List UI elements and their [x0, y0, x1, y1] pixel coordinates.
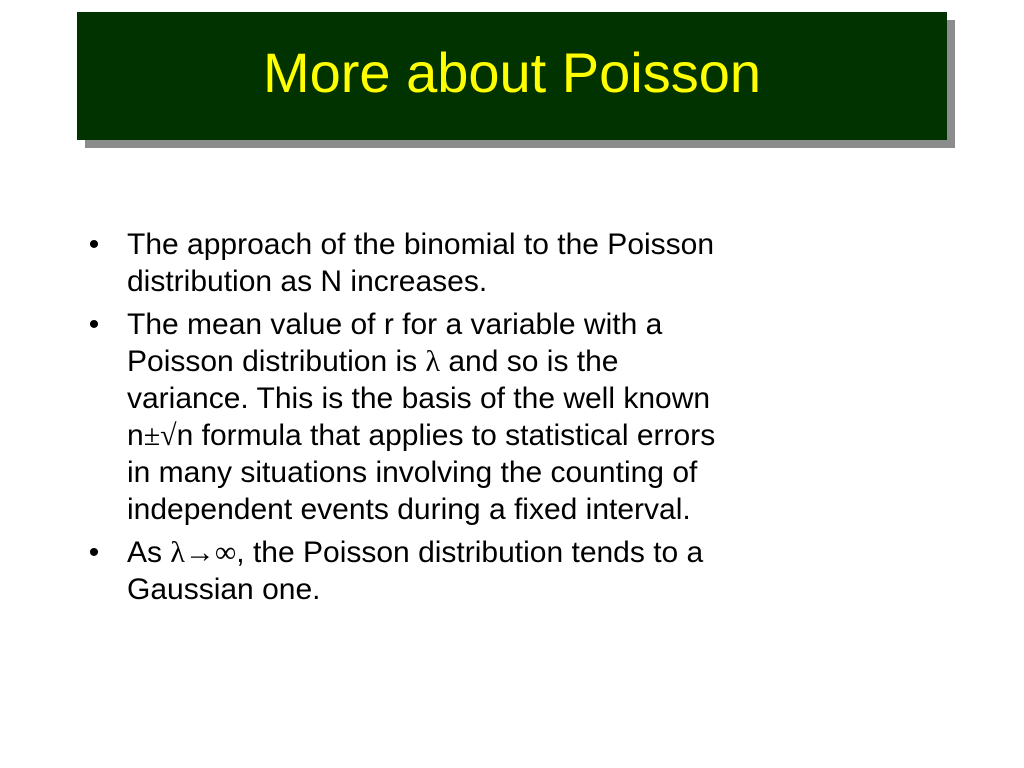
- bullet-line: [127, 306, 924, 343]
- bullet-line: [127, 226, 924, 263]
- text-run: As: [127, 536, 171, 569]
- text-run: distribution as N increases.: [127, 265, 488, 298]
- bullet-icon: •: [88, 308, 100, 341]
- bullet-icon: •: [88, 536, 100, 569]
- text-run: The approach of the binomial to the Poisson: [127, 228, 715, 261]
- text-run: and so is the: [440, 345, 619, 378]
- bullet-line: [127, 571, 924, 608]
- bullet-item: [84, 306, 924, 528]
- text-run: The mean value of r for a variable with a: [127, 308, 663, 341]
- lambda-symbol: λ: [425, 345, 441, 378]
- bullet-line: [127, 417, 924, 454]
- text-run: variance. This is the basis of the well known: [127, 382, 711, 415]
- bullet-list: [84, 226, 924, 608]
- text-run: in many situations involving the counting of: [127, 456, 698, 489]
- bullet-line: [127, 263, 924, 300]
- text-run: n: [127, 419, 144, 452]
- bullet-line: [127, 454, 924, 491]
- text-run: Poisson distribution is: [127, 345, 426, 378]
- plus-minus-sqrt-symbol: ±√: [143, 419, 177, 452]
- text-run: , the Poisson distribution tends to a: [236, 536, 704, 569]
- text-run: n formula that applies to statistical errors: [176, 419, 716, 452]
- bullet-line: [127, 343, 924, 380]
- bullet-line: [127, 491, 924, 528]
- slide-title: More about Poisson: [262, 41, 762, 104]
- bullet-line: [127, 380, 924, 417]
- title-banner: [77, 12, 947, 140]
- text-run: independent events during a fixed interval.: [127, 493, 691, 526]
- text-run: Gaussian one.: [127, 573, 321, 606]
- bullet-item: [84, 226, 924, 300]
- bullet-icon: •: [88, 228, 100, 261]
- bullet-line: [127, 534, 924, 571]
- bullet-item: [84, 534, 924, 608]
- slide-body: [84, 226, 924, 614]
- lambda-to-infinity-symbol: λ→∞: [170, 536, 237, 569]
